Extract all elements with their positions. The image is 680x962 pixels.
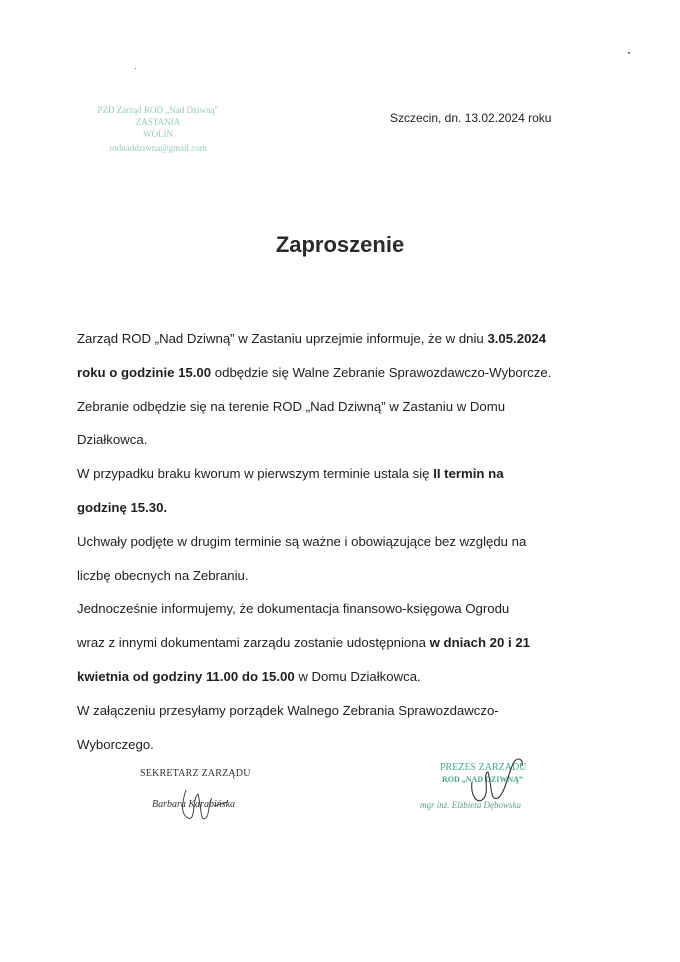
document-title: Zaproszenie bbox=[275, 232, 405, 257]
body-text: w Domu Działkowca. bbox=[294, 668, 421, 684]
document-date: Szczecin, dn. 13.02.2024 roku bbox=[390, 111, 552, 125]
speck-mark bbox=[135, 68, 136, 69]
president-org: ROD „NAD DZIWNĄ” bbox=[442, 775, 523, 784]
body-line bbox=[77, 356, 597, 390]
meeting-time: roku o godzinie 15.00 bbox=[77, 364, 212, 380]
president-name: mgr inż. Elżbieta Dębowska bbox=[420, 800, 521, 810]
body-line bbox=[77, 660, 597, 694]
body-line bbox=[77, 626, 597, 660]
body-text: W przypadku braku kworum w pierwszym terminie ustala się bbox=[77, 466, 434, 482]
president-handwritten-signature bbox=[462, 752, 532, 812]
stamp-line: PZD Zarząd ROD „Nad Dziwną” bbox=[97, 105, 219, 115]
body-line: Uchwały podjęte w drugim terminie są ważne i obowiązujące bez względu na bbox=[77, 533, 527, 549]
letter-body bbox=[77, 322, 597, 761]
stamp-line: ZASTANIA bbox=[135, 117, 181, 127]
body-line: Zebranie odbędzie się na terenie ROD „Nad Dziwną” w Zastaniu w Domu bbox=[77, 398, 506, 414]
document-dates: w dniach 20 i 21 bbox=[429, 635, 531, 651]
body-line bbox=[77, 322, 597, 356]
body-text: wraz z innymi dokumentami zarządu zostanie udostępniona bbox=[77, 635, 430, 651]
body-line: liczbę obecnych na Zebraniu. bbox=[77, 567, 249, 583]
second-term-time: godzinę 15.30. bbox=[77, 499, 168, 515]
body-line bbox=[77, 457, 597, 491]
organization-stamp bbox=[78, 104, 238, 154]
president-role: PREZES ZARZĄDU bbox=[440, 762, 527, 773]
stamp-line: WOLIN bbox=[143, 129, 173, 139]
stamp-line: rodnaddziwna@gmail.com bbox=[109, 143, 207, 153]
speck-mark bbox=[628, 52, 630, 54]
body-line: Jednocześnie informujemy, że dokumentacja finansowo-księgowa Ogrodu bbox=[77, 601, 510, 617]
body-line bbox=[77, 491, 597, 525]
meeting-date: 3.05.2024 bbox=[487, 331, 547, 346]
document-hours: kwietnia od godziny 11.00 do 15.00 bbox=[77, 668, 295, 684]
secretary-handwritten-signature bbox=[178, 784, 238, 834]
body-line: Działkowca. bbox=[77, 432, 148, 448]
body-text: Zarząd ROD „Nad Dziwną” w Zastaniu uprzejmie informuje, że w dniu bbox=[77, 331, 488, 346]
secretary-role: SEKRETARZ ZARZĄDU bbox=[140, 768, 251, 779]
body-line: Wyborczego. bbox=[77, 736, 154, 752]
second-term: II termin na bbox=[433, 466, 504, 482]
secretary-name: Barbara Karabińska bbox=[152, 799, 236, 810]
body-line: W załączeniu przesyłamy porządek Walnego Zebrania Sprawozdawczo- bbox=[77, 702, 499, 718]
body-text: odbędzie się Walne Zebranie Sprawozdawczo-Wyborcze. bbox=[211, 364, 552, 380]
